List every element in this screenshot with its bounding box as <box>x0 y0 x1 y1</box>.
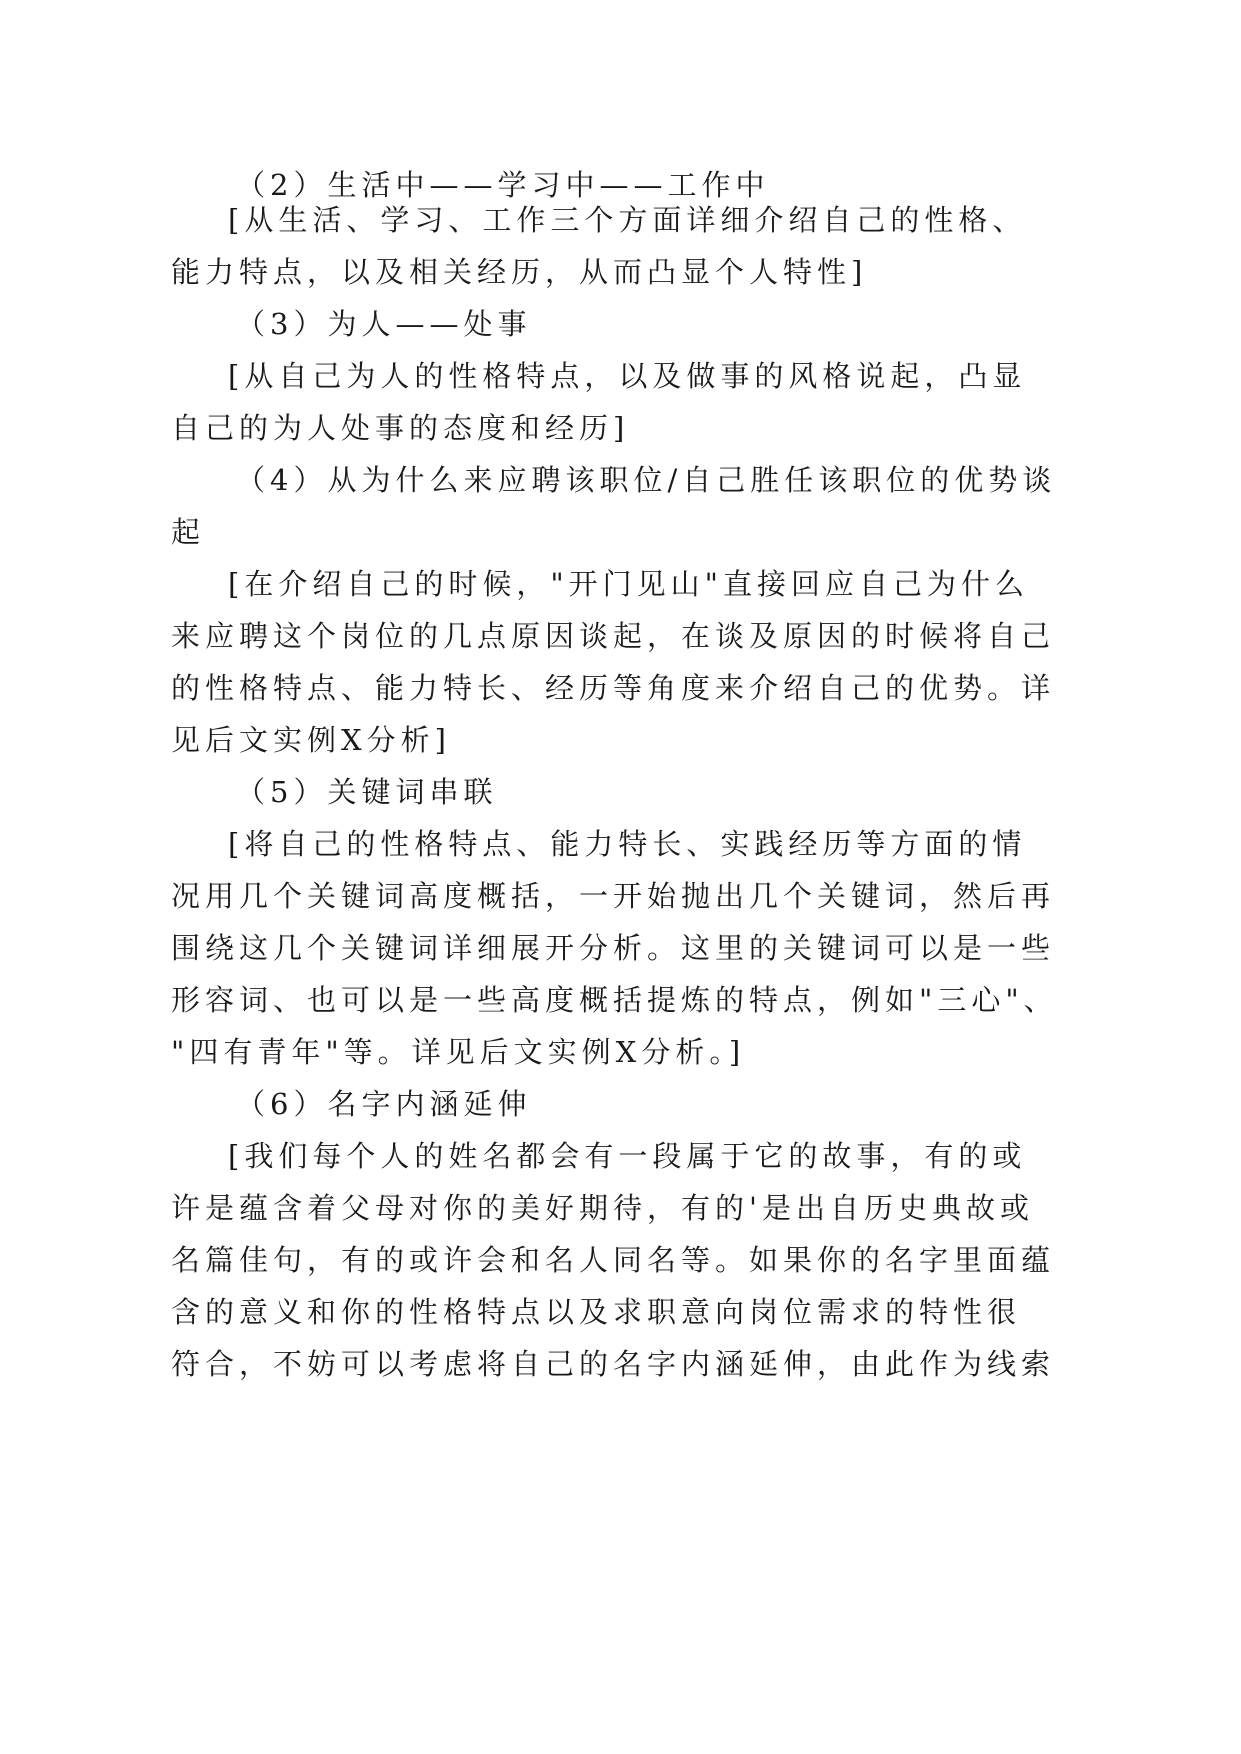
paragraph-line: 见后文实例X分析] <box>171 723 451 757</box>
paragraph-line: 来应聘这个岗位的几点原因谈起，在谈及原因的时候将自己 <box>171 619 1056 653</box>
section-heading-4: （4）从为什么来应聘该职位/自己胜任该职位的优势谈 <box>236 463 1057 497</box>
paragraph-line: "四有青年"等。详见后文实例X分析。] <box>171 1035 746 1069</box>
paragraph-line: [在介绍自己的时候，"开门见山"直接回应自己为什么 <box>228 567 1029 601</box>
section-heading-5: （5）关键词串联 <box>236 775 498 809</box>
paragraph-line: [将自己的性格特点、能力特长、实践经历等方面的情 <box>228 827 1027 861</box>
paragraph-line: 名篇佳句，有的或许会和名人同名等。如果你的名字里面蕴 <box>171 1243 1056 1277</box>
paragraph-line: [我们每个人的姓名都会有一段属于它的故事，有的或 <box>228 1139 1027 1173</box>
section-heading-6: （6）名字内涵延伸 <box>236 1087 532 1121</box>
paragraph-line: 许是蕴含着父母对你的美好期待，有的'是出自历史典故或 <box>171 1191 1034 1225</box>
section-heading-4-cont: 起 <box>171 515 206 549</box>
paragraph-line: 自己的为人处事的态度和经历] <box>171 411 630 445</box>
section-heading-2: （2）生活中——学习中——工作中 <box>236 168 770 202</box>
paragraph-line: 含的意义和你的性格特点以及求职意向岗位需求的特性很 <box>171 1295 1022 1329</box>
paragraph-line: 形容词、也可以是一些高度概括提炼的特点，例如"三心"、 <box>171 983 1058 1017</box>
section-heading-3: （3）为人——处事 <box>236 307 532 341</box>
paragraph-line: 的性格特点、能力特长、经历等角度来介绍自己的优势。详 <box>171 671 1056 705</box>
paragraph-line: [从生活、学习、工作三个方面详细介绍自己的性格、 <box>228 203 1027 237</box>
paragraph-line: 况用几个关键词高度概括，一开始抛出几个关键词，然后再 <box>171 879 1056 913</box>
paragraph-line: 能力特点，以及相关经历，从而凸显个人特性] <box>171 255 868 289</box>
paragraph-line: [从自己为人的性格特点，以及做事的风格说起，凸显 <box>228 359 1027 393</box>
paragraph-line: 围绕这几个关键词详细展开分析。这里的关键词可以是一些 <box>171 931 1056 965</box>
paragraph-line: 符合，不妨可以考虑将自己的名字内涵延伸，由此作为线索 <box>171 1347 1056 1381</box>
